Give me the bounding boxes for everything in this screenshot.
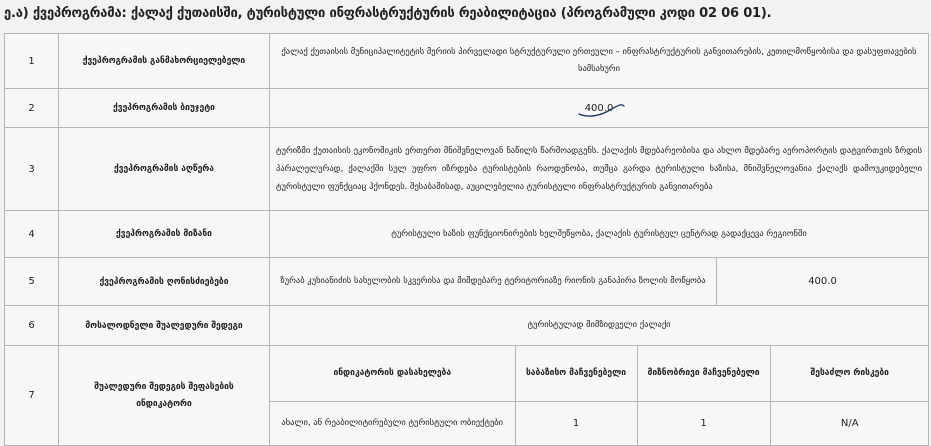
row-value: ტურისტული ხაზის ფუნქციონირების ხელშეწყობა, ქალაქის ტურისტულ ცენტრად გადაქცევა რეგიონში	[270, 211, 929, 258]
row-value: ქალაქ ქუთაისის მუნიციპალიტეტის მერიის პირველადი სტრუქტურული ერთეული – ინფრასტრუქტურის განვითარების, კეთილმოწყობისა და დასუფთავების სამსახური	[270, 34, 929, 89]
row-label: მოსალოდნელი შუალედური შედეგი	[59, 306, 270, 346]
indicator-header: მიზნობრივი მაჩვენებელი	[637, 346, 770, 401]
row-value: ზურაბ კუხიანიძის სახელობის სკვერისა და მიმდებარე ტერიტორიაზე რიონის განაპირა ზოლის მოწყობა	[270, 258, 717, 306]
subprogram-heading: ე.ა) ქვეპროგრამა: ქალაქ ქუთაისში, ტურისტული ინფრასტრუქტურის რეაბილიტაცია (პროგრამული კოდი 02 06 01).	[4, 6, 772, 21]
indicator-cell-value: N/A	[770, 401, 929, 445]
indicator-header: ინდიკატორის დასახელება	[270, 346, 515, 401]
measure-amount: 400.0	[717, 258, 929, 306]
indicator-header: შესაძლო რისკები	[770, 346, 929, 401]
row-value: ტურიზმი ქუთაისის ეკონომიკის ერთერთ მნიშვნელოვან ნაწილს წარმოადგენს. ქალაქის მდებარეობისა და ახლო მდებარე აეროპორტის დატვირთვის ზრდის პარალელურად, ქალაქში სულ უფრო იზრდება ტურისტების რაოდენობა, თუმცა გარდა ტურისტული ხაზისა, მნიშვნელოვანია ქალაქს დამოუკიდებელი ტურისტული ფუნქციაც ჰქონდეს. შესაბამისად, აუცილებელია ტურისტული ინფრასტრუქტურის განვითარება	[270, 128, 929, 211]
table-row	[5, 128, 929, 211]
table-row	[5, 34, 929, 89]
table-row	[5, 211, 929, 258]
row-number: 3	[5, 128, 59, 211]
row-label: ქვეპროგრამის ღონისძიებები	[59, 258, 270, 306]
row-number: 1	[5, 34, 59, 89]
indicator-cell-value: 1	[515, 401, 637, 445]
row-number: 7	[5, 346, 59, 446]
indicator-cell-value: 1	[637, 401, 770, 445]
indicator-cell	[270, 346, 929, 446]
hand-drawn-squiggle	[578, 100, 626, 120]
indicator-data-row	[270, 401, 929, 445]
row-label: ქვეპროგრამის მიზანი	[59, 211, 270, 258]
table-row	[5, 89, 929, 128]
row-number: 6	[5, 306, 59, 346]
table-row	[5, 306, 929, 346]
indicator-cell-value: ახალი, ან რეაბილიტირებული ტურისტული ობიექტები	[270, 401, 515, 445]
table-row	[5, 258, 929, 306]
budget-value: 400.0	[270, 89, 929, 128]
row-number: 4	[5, 211, 59, 258]
row-number: 5	[5, 258, 59, 306]
table-row	[5, 346, 929, 446]
row-value: ტურისტულად მიმზიდველი ქალაქი	[270, 306, 929, 346]
subprogram-table	[4, 33, 929, 446]
row-label: ქვეპროგრამის აღწერა	[59, 128, 270, 211]
row-label: ქვეპროგრამის განმახორციელებელი	[59, 34, 270, 89]
indicator-table	[270, 346, 929, 445]
row-label: ქვეპროგრამის ბიუჯეტი	[59, 89, 270, 128]
indicator-header: საბაზისო მაჩვენებელი	[515, 346, 637, 401]
row-label: შუალედური შედეგის შეფასების ინდიკატორი	[59, 346, 270, 446]
indicator-header-row	[270, 346, 929, 401]
row-number: 2	[5, 89, 59, 128]
